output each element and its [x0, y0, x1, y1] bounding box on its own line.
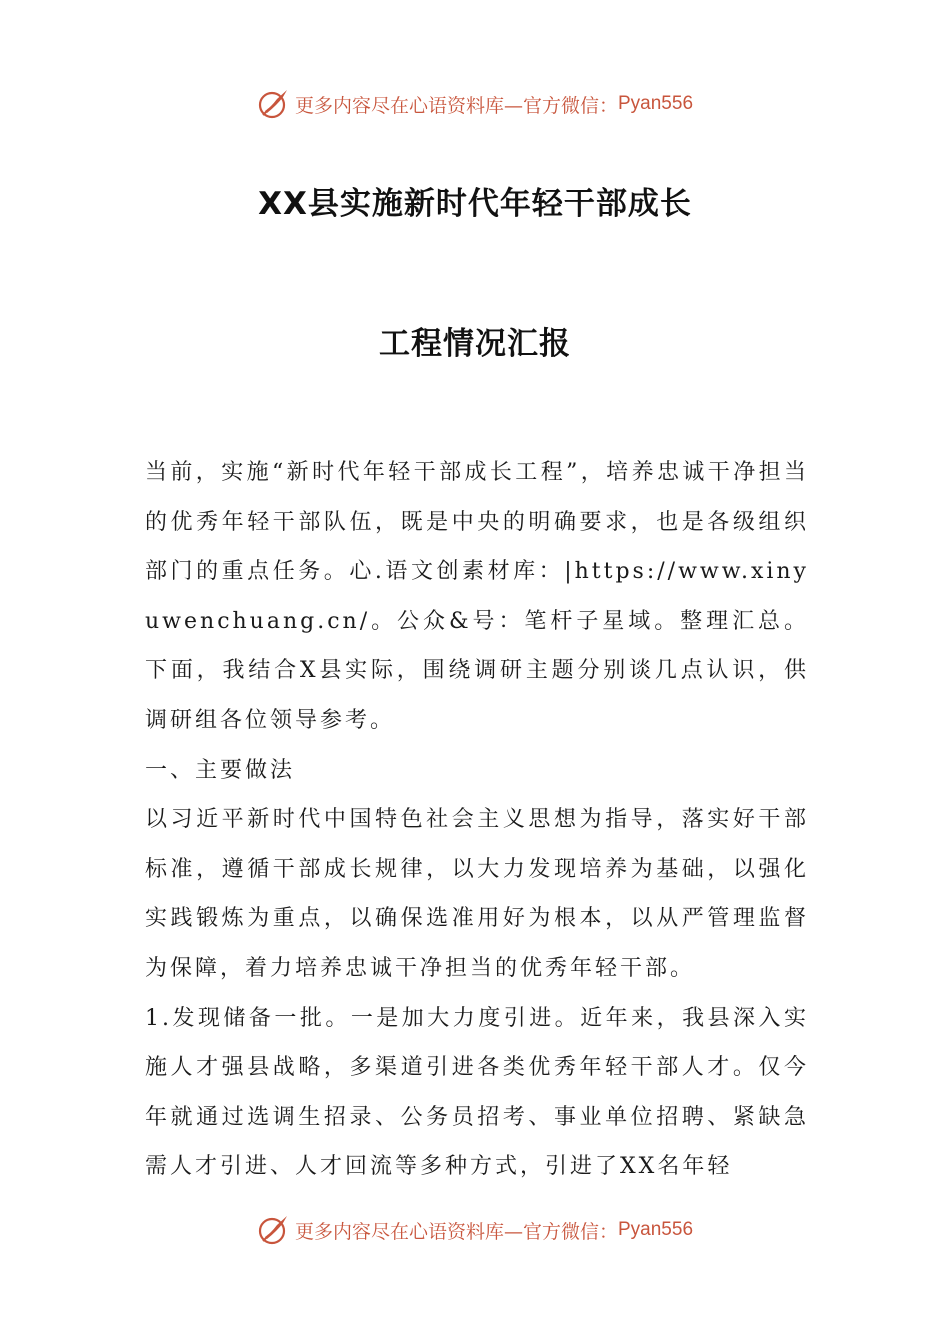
document-title-line1: XX县实施新时代年轻干部成长 [258, 186, 692, 222]
section-heading-main-practices: 一、主要做法 [145, 757, 296, 783]
paragraph-intro: 当前，实施“新时代年轻干部成长工程”，培养忠诚干净担当的优秀年轻干部队伍，既是中央的明确要求，也是各级组织部门的重点任务。心.语文创素材库：|https://www.xinyuwenchuang.cn/。公众&号：笔杆子星域。整理汇总。下面，我结合X县实际，围绕调研主题分别谈几点认识，供调研组各位领导参考。 [145, 460, 809, 733]
pen-logo-icon [257, 87, 291, 121]
paragraph-guiding-principle: 以习近平新时代中国特色社会主义思想为指导，落实好干部标准，遵循干部成长规律，以大力发现培养为基础，以强化实践锻炼为重点，以确保选准用好为根本，以从严管理监督为保障，着力培养忠诚干净担当的优秀年轻干部。 [145, 807, 809, 981]
document-title-line2: 工程情况汇报 [379, 326, 571, 362]
header-banner-id: Pyan556 [618, 93, 694, 114]
header-banner-text: 更多内容尽在心语资料库—官方微信： [294, 94, 618, 117]
footer-banner [0, 1210, 950, 1250]
document-body [145, 448, 809, 1192]
pen-logo-icon [257, 1213, 291, 1247]
footer-banner-id: Pyan556 [618, 1219, 694, 1240]
footer-banner-text: 更多内容尽在心语资料库—官方微信： [294, 1220, 618, 1243]
header-banner [0, 84, 950, 124]
paragraph-discover-reserve: 1.发现储备一批。一是加大力度引进。近年来，我县深入实施人才强县战略，多渠道引进各类优秀年轻干部人才。仅今年就通过选调生招录、公务员招考、事业单位招聘、紧缺急需人才引进、人才回流等多种方式，引进了XX名年轻 [145, 1005, 809, 1180]
